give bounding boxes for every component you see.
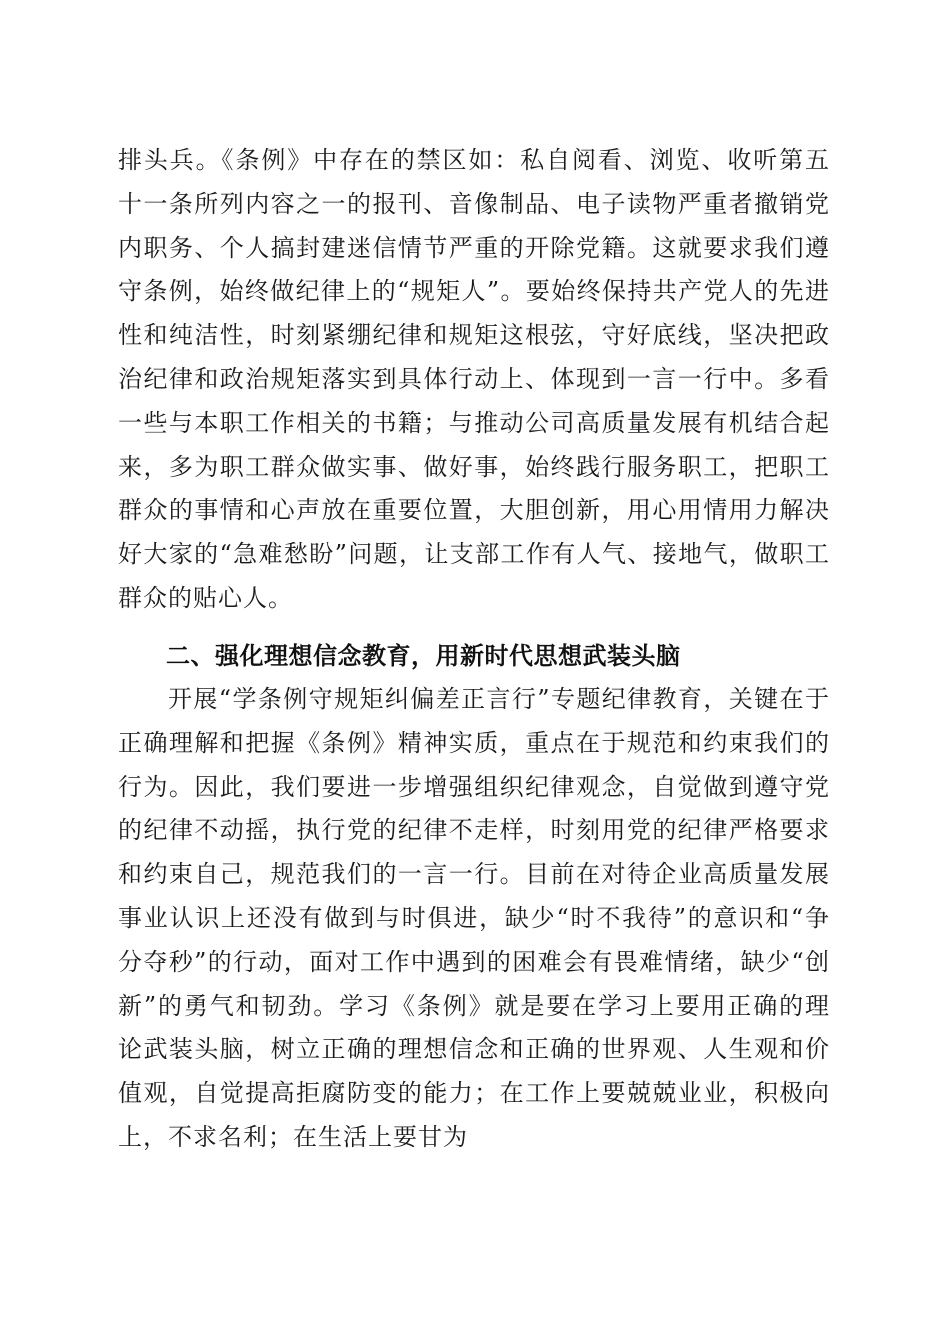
body-paragraph-continued: 排头兵。《条例》中存在的禁区如：私自阅看、浏览、收听第五十一条所列内容之一的报刊、音像制品、电子读物严重者撤销党内职务、个人搞封建迷信情节严重的开除党籍。这就要求我们遵守条例，始终做纪律上的“规矩人”。要始终保持共产党人的先进性和纯洁性，时刻紧绷纪律和规矩这根弦，守好底线，坚决把政治纪律和政治规矩落实到具体行动上、体现到一言一行中。多看一些与本职工作相关的书籍；与推动公司高质量发展有机结合起来，多为职工群众做实事、做好事，始终践行服务职工，把职工群众的事情和心声放在重要位置，大胆创新，用心用情用力解决好大家的“急难愁盼”问题，让支部工作有人气、接地气，做职工群众的贴心人。 [118,146,830,612]
section-heading: 二、强化理想信念教育，用新时代思想武装头脑 [166,642,681,670]
body-paragraph: 开展“学条例守规矩纠偏差正言行”专题纪律教育，关键在于正确理解和把握《条例》精神实质，重点在于规范和约束我们的行为。因此，我们要进一步增强组织纪律观念，自觉做到遵守党的纪律不动摇，执行党的纪律不走样，时刻用党的纪律严格要求和约束自己，规范我们的一言一行。目前在对待企业高质量发展事业认识上还没有做到与时俱进，缺少“时不我待”的意识和“争分夺秒”的行动，面对工作中遇到的困难会有畏难情绪，缺少“创新”的勇气和韧劲。学习《条例》就是要在学习上要用正确的理论武装头脑，树立正确的理想信念和正确的世界观、人生观和价值观，自觉提高拒腐防变的能力；在工作上要兢兢业业，积极向上，不求名利；在生活上要甘为 [118,685,830,1151]
